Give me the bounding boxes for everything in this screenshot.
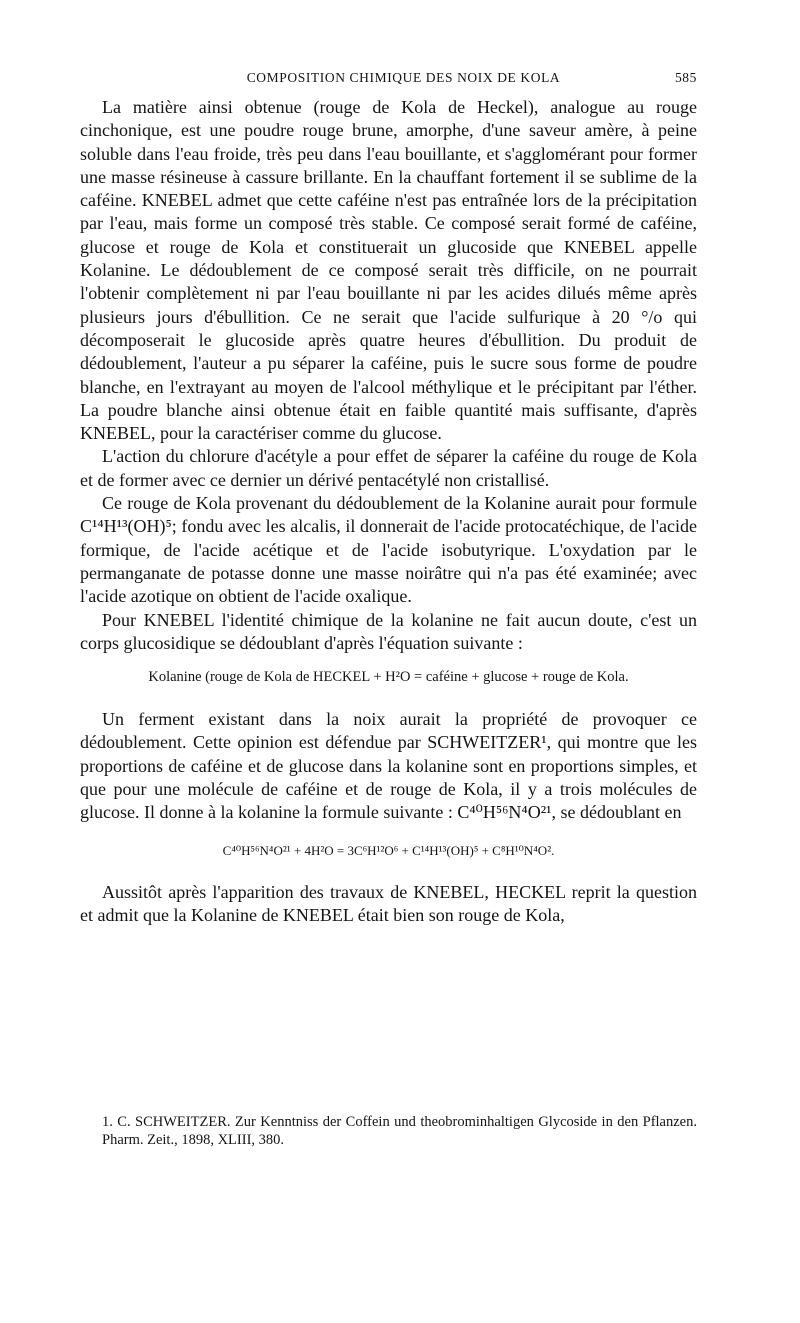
- equation-dedoublement: C⁴⁰H⁵⁶N⁴O²¹ + 4H²O = 3C⁶H¹²O⁶ + C¹⁴H¹³(OH)⁵ + C⁸H¹⁰N⁴O².: [222, 842, 555, 858]
- page-number: 585: [674, 70, 697, 85]
- equation-kolanine: Kolanine (rouge de Kola de HECKEL + H²O = caféine + glucose + rouge de Kola.: [148, 669, 629, 686]
- header-title: COMPOSITION CHIMIQUE DES NOIX DE KOLA: [246, 70, 561, 85]
- document-page: [80, 70, 697, 927]
- paragraph: La matière ainsi obtenue (rouge de Kola de Heckel), analogue au rouge cinchonique, est une poudre rouge brune, amorphe, d'une saveur amère, à peine soluble dans l'eau froide, très peu dans l'eau bouillante, et s'agglomérant pour former une masse résineuse à cassure brillante. En la chauffant fortement il se sublime de la caféine. KNEBEL admet que cette caféine n'est pas entraînée lors de la précipitation par l'eau, mais forme un composé très stable. Ce composé serait formé de caféine, glucose et rouge de Kola et constituerait un glucoside que KNEBEL appelle Kolanine. Le dédoublement de ce composé serait très difficile, on ne pourrait l'obtenir complètement ni par l'eau bouillante ni par les acides dilués même après plusieurs jours d'ébullition. Ce ne serait que l'acide sulfurique à 20 °/o qui décomposerait le glucoside après quatre heures d'ébullition. Du produit de dédoublement, l'auteur a pu séparer la caféine, puis le sucre sous forme de poudre blanche, en l'extrayant au moyen de l'alcool méthylique et le précipitant par l'éther. La poudre blanche ainsi obtenue était en faible quantité mais suffisante, d'après KNEBEL, pour la caractériser comme du glucose.: [80, 97, 697, 444]
- running-header: [80, 70, 697, 86]
- paragraph: Aussitôt après l'apparition des travaux de KNEBEL, HECKEL reprit la question et admit que la Kolanine de KNEBEL était bien son rouge de Kola,: [80, 881, 697, 925]
- paragraph: Un ferment existant dans la noix aurait la propriété de provoquer ce dédoublement. Cette opinion est défendue par SCHWEITZER¹, qui montre que les proportions de caféine et de glucose dans la kolanine sont en proportions simples, et que pour une molécule de caféine et de rouge de Kola, il y a trois molécules de glucose. Il donne à la kolanine la formule suivante : C⁴⁰H⁵⁶N⁴O²¹, se dédoublant en: [80, 709, 697, 823]
- paragraph: Ce rouge de Kola provenant du dédoublement de la Kolanine aurait pour formule C¹⁴H¹³(OH)⁵; fondu avec les alcalis, il donnerait de l'acide protocatéchique, de l'acide formique, de l'acide acétique et de l'acide isobutyrique. L'oxydation par le permanganate de potasse donne une masse noirâtre qui n'a pas été examinée; avec l'acide azotique on obtient de l'acide oxalique.: [80, 493, 697, 607]
- paragraph: L'action du chlorure d'acétyle a pour effet de séparer la caféine du rouge de Kola et de former avec ce dernier un dérivé pentacétylé non cristallisé.: [80, 446, 697, 490]
- footnote-text: 1. C. SCHWEITZER. Zur Kenntniss der Coffein und theobrominhaltigen Glycoside in den Pflanzen. Pharm. Zeit., 1898, XLIII, 380.: [102, 1114, 697, 1148]
- paragraph: Pour KNEBEL l'identité chimique de la kolanine ne fait aucun doute, c'est un corps glucosidique se dédoublant d'après l'équation suivante :: [80, 609, 697, 653]
- footnote: [80, 1113, 697, 1149]
